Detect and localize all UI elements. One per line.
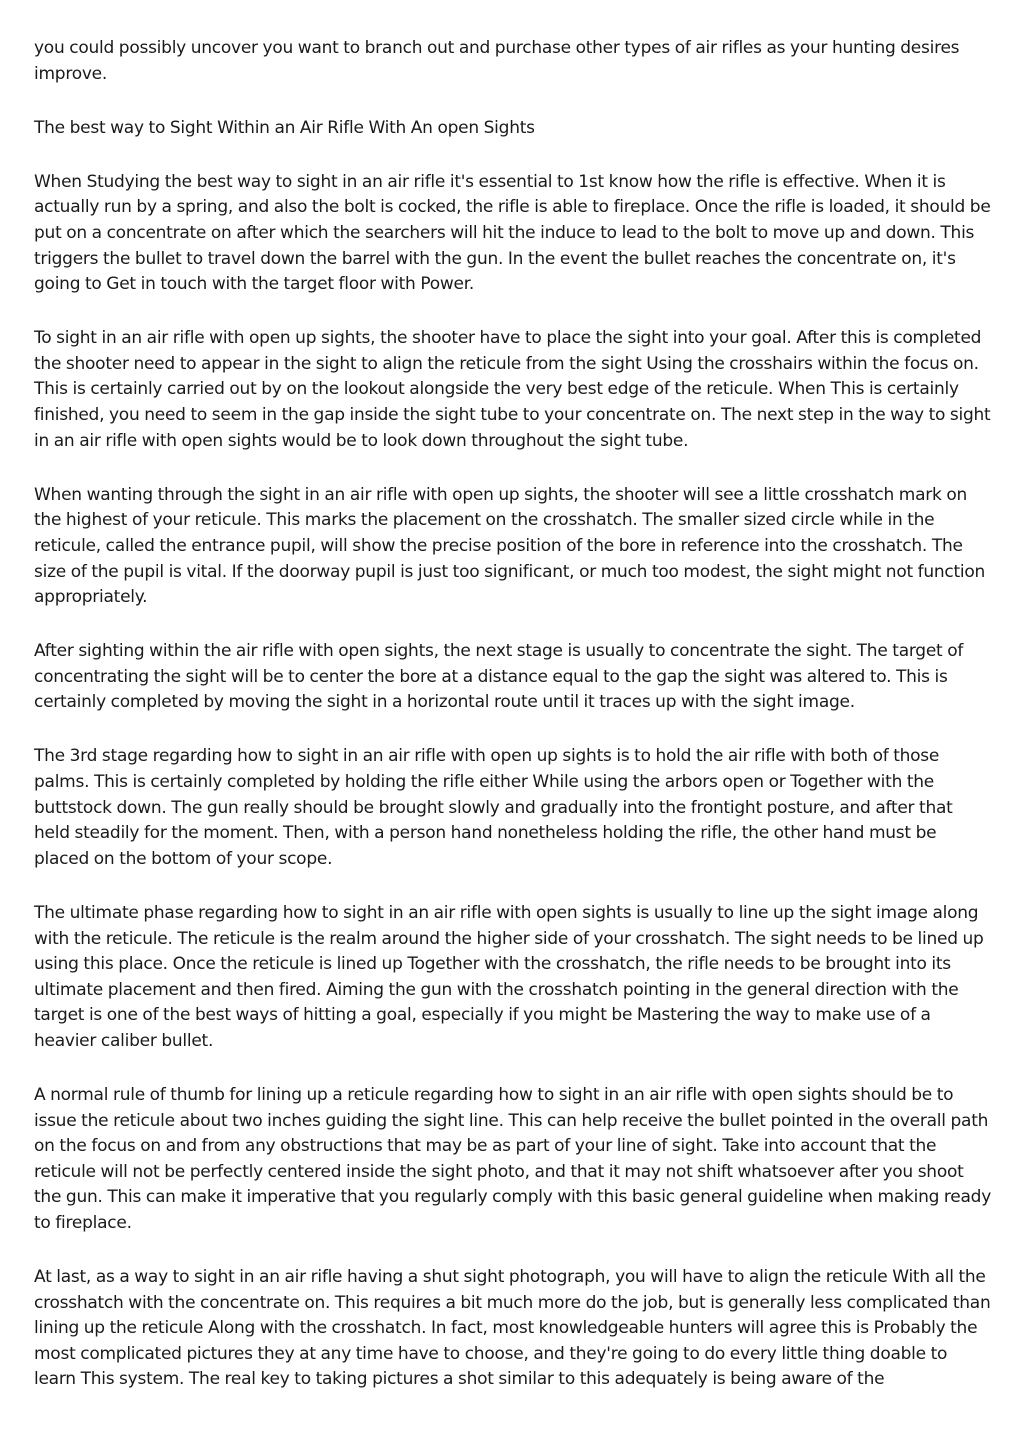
- paragraph-align-reticule: To sight in an air rifle with open up sights, the shooter have to place the sight into your goal. After this is completed the shooter need to appear in the sight to align the reticule from the sight Using the crosshairs within the focus on. This is certainly carried out by on the lookout alongside the very best edge of the reticule. When This is certainly finished, you need to seem in the gap inside the sight tube to your concentrate on. The next step in the way to sight in an air rifle with open sights would be to look down throughout the sight tube.: [34, 328, 991, 451]
- document-body: [34, 36, 992, 1422]
- paragraph-concentrate-sight: After sighting within the air rifle with open sights, the next stage is usually to concentrate the sight. The target of concentrating the sight will be to center the bore at a distance equal to the gap the sight was altered to. This is certainly completed by moving the sight in a horizontal route until it traces up with the sight image.: [34, 641, 964, 713]
- paragraph-intro-continuation: you could possibly uncover you want to branch out and purchase other types of air rifles as your hunting desires improve.: [34, 38, 960, 84]
- paragraph-closed-sight: At last, as a way to sight in an air rifle having a shut sight photograph, you will have to align the reticule With all the crosshatch with the concentrate on. This requires a bit much more do the job, but is generally less complicated than lining up the reticule Along with the crosshatch. In fact, most knowledgeable hunters will agree this is Probably the most complicated pictures they at any time have to choose, and they're going to do every little thing doable to learn This system. The real key to taking pictures a shot similar to this adequately is being aware of the: [34, 1267, 991, 1390]
- paragraph-ultimate-phase: The ultimate phase regarding how to sight in an air rifle with open sights is usually to line up the sight image along with the reticule. The reticule is the realm around the higher side of your crosshatch. The sight needs to be lined up using this place. Once the reticule is lined up Together with the crosshatch, the rifle needs to be brought into its ultimate placement and then fired. Aiming the gun with the crosshatch pointing in the general direction with the target is one of the best ways of hitting a goal, especially if you might be Mastering the way to make use of a heavier caliber bullet.: [34, 902, 984, 1051]
- paragraph-how-rifle-works: When Studying the best way to sight in an air rifle it's essential to 1st know how the rifle is effective. When it is actually run by a spring, and also the bolt is cocked, the rifle is able to fireplace. Once the rifle is loaded, it should be put on a concentrate on after which the searchers will hit the induce to lead to the bolt to move up and down. This triggers the bullet to travel down the barrel with the gun. In the event the bullet reaches the concentrate on, it's going to Get in touch with the target floor with Power.: [34, 171, 991, 295]
- section-heading: The best way to Sight Within an Air Rifle With An open Sights: [34, 117, 535, 138]
- paragraph-third-stage: The 3rd stage regarding how to sight in an air rifle with open up sights is to hold the air rifle with both of those palms. This is certainly completed by holding the rifle either While using the arbors open or Together with the buttstock down. The gun really should be brought slowly and gradually into the frontight posture, and after that held steadily for the moment. Then, with a person hand nonetheless holding the rifle, the other hand must be placed on the bottom of your scope.: [34, 746, 953, 869]
- paragraph-rule-of-thumb: A normal rule of thumb for lining up a reticule regarding how to sight in an air rifle with open sights should be to issue the reticule about two inches guiding the sight line. This can help receive the bullet pointed in the overall path on the focus on and from any obstructions that may be as part of your line of sight. Take into account that the reticule will not be perfectly centered inside the sight photo, and that it may not shift whatsoever after you shoot the gun. This can make it imperative that you regularly comply with this basic general guideline when making ready to fireplace.: [34, 1085, 992, 1233]
- paragraph-crosshatch-mark: When wanting through the sight in an air rifle with open up sights, the shooter will see a little crosshatch mark on the highest of your reticule. This marks the placement on the crosshatch. The smaller sized circle while in the reticule, called the entrance pupil, will show the precise position of the bore in reference into the crosshatch. The size of the pupil is vital. If the doorway pupil is just too significant, or much too modest, the sight might not function appropriately.: [34, 484, 986, 608]
